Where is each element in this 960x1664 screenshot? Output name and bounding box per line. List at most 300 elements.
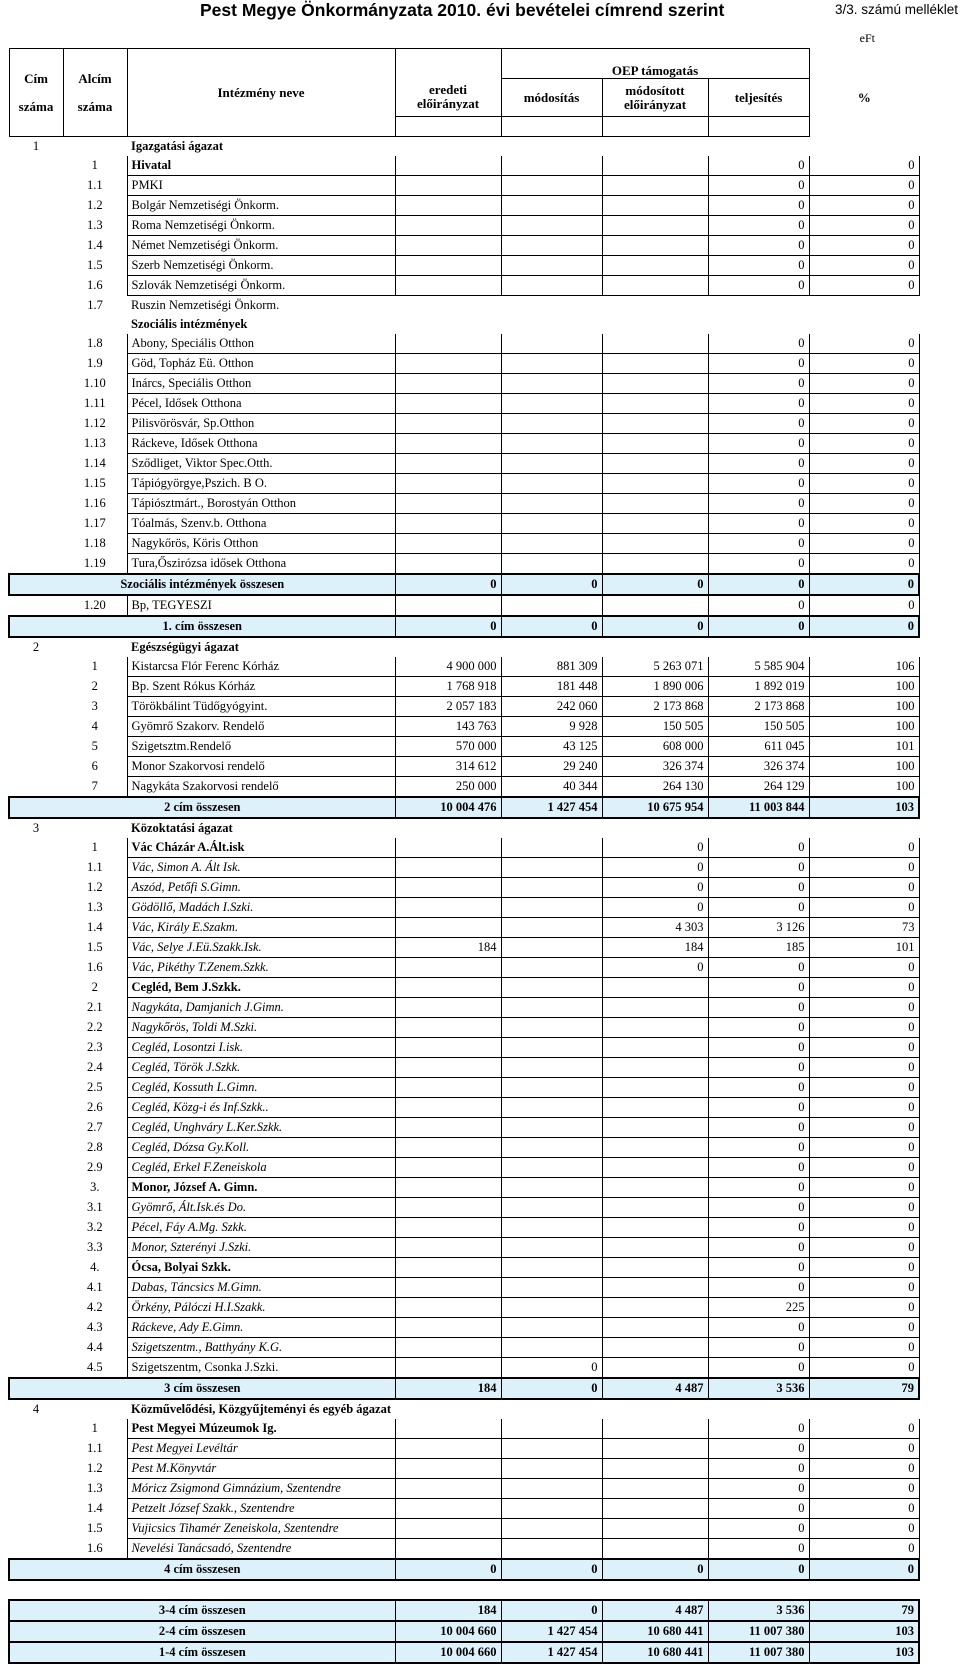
value-cell: 43 125 — [501, 737, 602, 757]
value-cell — [395, 818, 501, 838]
alcim-cell: 4.2 — [86, 1300, 103, 1314]
alcim-cell: 1.1 — [86, 860, 103, 874]
alcim-cell: 2.9 — [86, 1160, 103, 1174]
value-cell: 1 890 006 — [602, 677, 708, 697]
institution-name: Gyömrő Szakorv. Rendelő — [127, 717, 395, 737]
value-cell: 0 — [809, 1218, 919, 1238]
institution-name: Tóalmás, Szenv.b. Otthona — [127, 514, 395, 534]
alcim-cell: 1.11 — [84, 396, 106, 410]
value-cell — [501, 878, 602, 898]
value-cell: 0 — [809, 1358, 919, 1379]
value-cell — [501, 1198, 602, 1218]
total-value: 4 487 — [602, 1378, 708, 1399]
value-cell: 0 — [708, 1118, 809, 1138]
table-row — [9, 137, 919, 157]
alcim-cell — [63, 1399, 127, 1419]
value-cell: 0 — [708, 434, 809, 454]
value-cell — [602, 1298, 708, 1318]
value-cell: 0 — [708, 474, 809, 494]
value-cell — [809, 315, 919, 334]
total-value: 10 004 660 — [395, 1621, 501, 1642]
value-cell: 5 585 904 — [708, 657, 809, 677]
value-cell — [395, 1338, 501, 1358]
value-cell: 0 — [809, 1499, 919, 1519]
value-cell: 0 — [809, 1098, 919, 1118]
institution-name: Cegléd, Kossuth L.Gimn. — [127, 1078, 395, 1098]
alcim-cell: 1.2 — [86, 880, 103, 894]
header-modositas: módosítás — [501, 79, 602, 117]
value-cell — [501, 938, 602, 958]
value-cell — [809, 137, 919, 157]
value-cell: 184 — [602, 938, 708, 958]
value-cell: 0 — [809, 414, 919, 434]
value-cell — [602, 1078, 708, 1098]
value-cell: 0 — [708, 1238, 809, 1258]
total-value: 0 — [395, 574, 501, 595]
cim-cell — [9, 394, 63, 414]
alcim-cell: 1.4 — [86, 1501, 103, 1515]
value-cell: 0 — [809, 216, 919, 236]
alcim-cell: 1.12 — [83, 416, 106, 430]
cim-cell — [9, 1358, 63, 1379]
total-value: 1 427 454 — [501, 1621, 602, 1642]
value-cell — [602, 1238, 708, 1258]
total-value: 79 — [809, 1600, 919, 1621]
institution-name: Roma Nemzetiségi Önkorm. — [127, 216, 395, 236]
value-cell: 3 126 — [708, 918, 809, 938]
value-cell: 0 — [708, 998, 809, 1018]
value-cell — [395, 1419, 501, 1439]
cim-cell — [9, 1038, 63, 1058]
table-row — [9, 1439, 919, 1459]
value-cell — [395, 998, 501, 1018]
value-cell — [501, 898, 602, 918]
value-cell: 0 — [708, 595, 809, 616]
value-cell: 143 763 — [395, 717, 501, 737]
institution-name: Ráckeve, Idősek Otthona — [127, 434, 395, 454]
value-cell — [602, 1218, 708, 1238]
value-cell — [501, 474, 602, 494]
value-cell: 2 173 868 — [602, 697, 708, 717]
institution-name: Igazgatási ágazat — [131, 139, 223, 153]
value-cell — [602, 474, 708, 494]
cim-cell — [9, 1499, 63, 1519]
value-cell: 0 — [809, 1318, 919, 1338]
institution-name: Szociális intézmények — [131, 317, 248, 331]
value-cell: 0 — [809, 1058, 919, 1078]
value-cell: 0 — [809, 334, 919, 354]
cim-cell — [9, 595, 63, 616]
value-cell — [602, 1479, 708, 1499]
value-cell — [602, 137, 708, 157]
institution-name: Cegléd, Dózsa Gy.Koll. — [127, 1138, 395, 1158]
alcim-cell: 4.3 — [86, 1320, 103, 1334]
table-row — [9, 1038, 919, 1058]
value-cell — [395, 1519, 501, 1539]
value-cell — [395, 838, 501, 858]
value-cell — [501, 1218, 602, 1238]
value-cell: 0 — [708, 256, 809, 276]
value-cell: 0 — [708, 1459, 809, 1479]
value-cell: 0 — [809, 454, 919, 474]
value-cell — [395, 236, 501, 256]
value-cell — [602, 276, 708, 296]
value-cell — [395, 1499, 501, 1519]
value-cell: 0 — [809, 838, 919, 858]
institution-name: Nagykáta, Damjanich J.Gimn. — [127, 998, 395, 1018]
value-cell: 0 — [708, 838, 809, 858]
value-cell — [602, 334, 708, 354]
value-cell — [602, 394, 708, 414]
value-cell — [501, 494, 602, 514]
cim-cell — [9, 1058, 63, 1078]
value-cell — [501, 1238, 602, 1258]
value-cell: 0 — [809, 1198, 919, 1218]
alcim-cell — [63, 137, 127, 157]
alcim-cell: 1.8 — [86, 336, 103, 351]
table-row — [9, 494, 919, 514]
value-cell — [395, 414, 501, 434]
value-cell — [602, 1358, 708, 1379]
value-cell — [395, 296, 501, 316]
value-cell — [501, 354, 602, 374]
total-value: 4 487 — [602, 1600, 708, 1621]
value-cell: 0 — [708, 1178, 809, 1198]
total-value: 184 — [395, 1600, 501, 1621]
value-cell: 4 303 — [602, 918, 708, 938]
value-cell — [395, 514, 501, 534]
institution-name: Gyömrő, Ált.Isk.és Do. — [127, 1198, 395, 1218]
total-value: 103 — [809, 797, 919, 818]
value-cell — [602, 1459, 708, 1479]
value-cell: 4 900 000 — [395, 657, 501, 677]
value-cell: 100 — [809, 717, 919, 737]
value-cell — [395, 1399, 501, 1419]
value-cell — [501, 978, 602, 998]
institution-name: Pest Megyei Levéltár — [127, 1439, 395, 1459]
table-row — [9, 1338, 919, 1358]
value-cell — [602, 1138, 708, 1158]
cim-cell — [9, 494, 63, 514]
alcim-cell: 1.6 — [86, 278, 103, 292]
value-cell: 611 045 — [708, 737, 809, 757]
table-row — [9, 818, 919, 838]
header-pct: % — [857, 89, 871, 105]
total-value: 11 003 844 — [708, 797, 809, 818]
value-cell — [602, 1058, 708, 1078]
value-cell — [501, 196, 602, 216]
total-value: 0 — [501, 1559, 602, 1580]
value-cell: 326 374 — [708, 757, 809, 777]
table-row — [9, 998, 919, 1018]
value-cell — [602, 494, 708, 514]
annex-label: 3/3. számú melléklet — [834, 2, 958, 17]
value-cell — [501, 1078, 602, 1098]
cim-cell — [9, 474, 63, 494]
institution-name: Törökbálint Tüdőgyógyint. — [127, 697, 395, 717]
cim-cell — [9, 1318, 63, 1338]
institution-name: Bolgár Nemzetiségi Önkorm. — [127, 196, 395, 216]
alcim-cell: 4. — [90, 1260, 100, 1274]
institution-name: Kistarcsa Flór Ferenc Kórház — [127, 657, 395, 677]
total-value: 103 — [809, 1642, 919, 1663]
value-cell — [395, 554, 501, 575]
institution-name: Nagykőrös, Köris Otthon — [127, 534, 395, 554]
table-row — [9, 717, 919, 737]
table-row — [9, 216, 919, 236]
total-value: 10 680 441 — [602, 1642, 708, 1663]
value-cell: 242 060 — [501, 697, 602, 717]
institution-name: Tápiógyörgye,Pszich. B O. — [127, 474, 395, 494]
value-cell — [501, 918, 602, 938]
value-cell: 0 — [809, 156, 919, 176]
cim-cell — [9, 938, 63, 958]
value-cell — [602, 414, 708, 434]
value-cell: 0 — [809, 1138, 919, 1158]
value-cell: 0 — [708, 554, 809, 575]
cim-cell — [9, 657, 63, 677]
total-label: 1. cím összesen — [9, 616, 395, 637]
table-row — [9, 657, 919, 677]
value-cell — [395, 1258, 501, 1278]
table-row — [9, 354, 919, 374]
cim-cell — [9, 1218, 63, 1238]
alcim-cell: 1.19 — [83, 555, 106, 570]
value-cell — [501, 1439, 602, 1459]
table-row — [9, 315, 919, 334]
value-cell: 9 928 — [501, 717, 602, 737]
value-cell: 100 — [809, 677, 919, 697]
alcim-cell: 1.7 — [87, 297, 103, 312]
alcim-cell: 1.14 — [83, 456, 106, 470]
total-label: 2 cím összesen — [9, 797, 395, 818]
alcim-cell: 3.2 — [86, 1220, 103, 1234]
table-row — [9, 1539, 919, 1560]
alcim-cell: 1 — [91, 1421, 98, 1436]
value-cell: 0 — [809, 1278, 919, 1298]
value-cell: 150 505 — [602, 717, 708, 737]
cim-cell — [9, 534, 63, 554]
value-cell: 0 — [809, 1258, 919, 1278]
header-modositott: módosított előirányzat — [602, 79, 708, 117]
cim-cell — [9, 315, 63, 334]
table-row — [9, 1198, 919, 1218]
table-row — [9, 1479, 919, 1499]
cim-cell — [9, 554, 63, 575]
value-cell: 0 — [809, 1078, 919, 1098]
value-cell: 0 — [809, 595, 919, 616]
value-cell: 181 448 — [501, 677, 602, 697]
value-cell — [501, 514, 602, 534]
cim-cell — [9, 1258, 63, 1278]
value-cell: 0 — [809, 276, 919, 296]
value-cell — [602, 256, 708, 276]
cim-cell — [9, 176, 63, 196]
value-cell — [602, 1419, 708, 1439]
institution-name: Ráckeve, Ady E.Gimn. — [127, 1318, 395, 1338]
table-row — [9, 236, 919, 256]
value-cell — [501, 1038, 602, 1058]
value-cell — [501, 595, 602, 616]
alcim-cell: 1.15 — [83, 476, 106, 490]
value-cell: 0 — [708, 958, 809, 978]
value-cell — [395, 1278, 501, 1298]
total-value: 0 — [708, 574, 809, 595]
value-cell — [501, 276, 602, 296]
institution-name: Sződliget, Viktor Spec.Otth. — [127, 454, 395, 474]
institution-name: PMKI — [127, 176, 395, 196]
value-cell — [395, 1178, 501, 1198]
total-value: 0 — [809, 1559, 919, 1580]
cim-cell — [9, 697, 63, 717]
value-cell — [602, 196, 708, 216]
spacer-row — [9, 1590, 919, 1600]
institution-name: Nagykáta Szakorvosi rendelő — [127, 777, 395, 798]
cim-cell: 1 — [32, 139, 40, 153]
institution-name: Monor, Szterényi J.Szki. — [127, 1238, 395, 1258]
value-cell — [602, 236, 708, 256]
institution-name: Közművelődési, Közgyűjteményi és egyéb ágazat — [131, 1402, 392, 1416]
value-cell — [602, 1158, 708, 1178]
institution-name: Cegléd, Közg-i és Inf.Szkk.. — [127, 1098, 395, 1118]
cim-cell — [9, 1118, 63, 1138]
total-value: 79 — [809, 1378, 919, 1399]
institution-name: Monor, József A. Gimn. — [127, 1178, 395, 1198]
cim-cell: 3 — [32, 821, 40, 835]
table-row — [9, 958, 919, 978]
alcim-cell: 1.4 — [86, 238, 103, 252]
table-row — [9, 595, 919, 616]
table-row — [9, 858, 919, 878]
total-value: 0 — [501, 1600, 602, 1621]
value-cell — [395, 878, 501, 898]
value-cell — [501, 374, 602, 394]
cim-cell — [9, 1519, 63, 1539]
value-cell — [708, 137, 809, 157]
value-cell — [708, 1399, 809, 1419]
alcim-cell: 1.10 — [83, 376, 106, 390]
cim-cell — [9, 1158, 63, 1178]
value-cell: 0 — [708, 374, 809, 394]
cim-cell — [9, 1198, 63, 1218]
value-cell: 29 240 — [501, 757, 602, 777]
total-value: 10 680 441 — [602, 1621, 708, 1642]
alcim-cell: 5 — [91, 739, 98, 753]
value-cell — [501, 1519, 602, 1539]
value-cell: 0 — [708, 1018, 809, 1038]
value-cell: 0 — [809, 494, 919, 514]
value-cell: 0 — [809, 394, 919, 414]
value-cell — [501, 998, 602, 1018]
cim-cell — [9, 1298, 63, 1318]
value-cell — [602, 1519, 708, 1539]
value-cell — [395, 156, 501, 176]
institution-name: Abony, Speciális Otthon — [127, 334, 395, 354]
value-cell — [395, 534, 501, 554]
alcim-cell: 2.2 — [86, 1020, 103, 1034]
alcim-cell: 2.4 — [86, 1060, 103, 1074]
spacer-cell — [9, 1580, 919, 1590]
value-cell — [501, 958, 602, 978]
value-cell: 0 — [708, 1519, 809, 1539]
header-eredeti: eredeti előirányzat — [395, 79, 501, 117]
spacer-cell — [9, 1590, 919, 1600]
value-cell — [395, 1158, 501, 1178]
value-cell — [501, 434, 602, 454]
table-row — [9, 176, 919, 196]
value-cell: 0 — [708, 1439, 809, 1459]
table-row — [9, 534, 919, 554]
table-row — [9, 1519, 919, 1539]
value-cell — [395, 474, 501, 494]
value-cell: 0 — [809, 256, 919, 276]
institution-name: Pilisvörösvár, Sp.Otthon — [127, 414, 395, 434]
value-cell — [602, 1539, 708, 1560]
institution-name: Szlovák Nemzetiségi Önkorm. — [127, 276, 395, 296]
table-row — [9, 394, 919, 414]
alcim-cell: 1.4 — [86, 920, 103, 934]
value-cell: 0 — [809, 1158, 919, 1178]
value-cell: 326 374 — [602, 757, 708, 777]
total-value: 10 004 476 — [395, 797, 501, 818]
cim-cell — [9, 196, 63, 216]
value-cell — [501, 315, 602, 334]
value-cell — [602, 1318, 708, 1338]
value-cell — [602, 156, 708, 176]
value-cell — [602, 1258, 708, 1278]
value-cell: 0 — [708, 1318, 809, 1338]
value-cell: 0 — [708, 334, 809, 354]
value-cell: 0 — [708, 1278, 809, 1298]
value-cell — [395, 1298, 501, 1318]
total-row — [9, 574, 919, 595]
value-cell — [395, 1238, 501, 1258]
value-cell — [395, 374, 501, 394]
total-value: 0 — [809, 616, 919, 637]
value-cell — [395, 1479, 501, 1499]
institution-name: Göd, Topház Eü. Otthon — [127, 354, 395, 374]
header-teljesites: teljesítés — [708, 79, 809, 117]
total-value: 0 — [602, 1559, 708, 1580]
value-cell — [602, 1038, 708, 1058]
table-row — [9, 414, 919, 434]
institution-name: Pest Megyei Múzeumok Ig. — [127, 1419, 395, 1439]
value-cell: 0 — [708, 1038, 809, 1058]
value-cell — [602, 1118, 708, 1138]
cim-cell — [9, 354, 63, 374]
value-cell — [501, 1138, 602, 1158]
cim-cell — [9, 677, 63, 697]
value-cell — [501, 1098, 602, 1118]
total-value: 0 — [501, 616, 602, 637]
institution-name: Vác, Király E.Szakm. — [127, 918, 395, 938]
value-cell: 0 — [708, 196, 809, 216]
value-cell: 0 — [708, 514, 809, 534]
value-cell — [602, 1338, 708, 1358]
value-cell — [501, 1278, 602, 1298]
cim-cell — [9, 898, 63, 918]
value-cell — [501, 858, 602, 878]
value-cell — [602, 176, 708, 196]
value-cell — [501, 1258, 602, 1278]
table-row — [9, 737, 919, 757]
table-row — [9, 1459, 919, 1479]
value-cell — [602, 374, 708, 394]
header-intezmeny: Intézmény neve — [127, 49, 395, 137]
value-cell: 0 — [809, 1419, 919, 1439]
value-cell: 73 — [809, 918, 919, 938]
total-row — [9, 1378, 919, 1399]
